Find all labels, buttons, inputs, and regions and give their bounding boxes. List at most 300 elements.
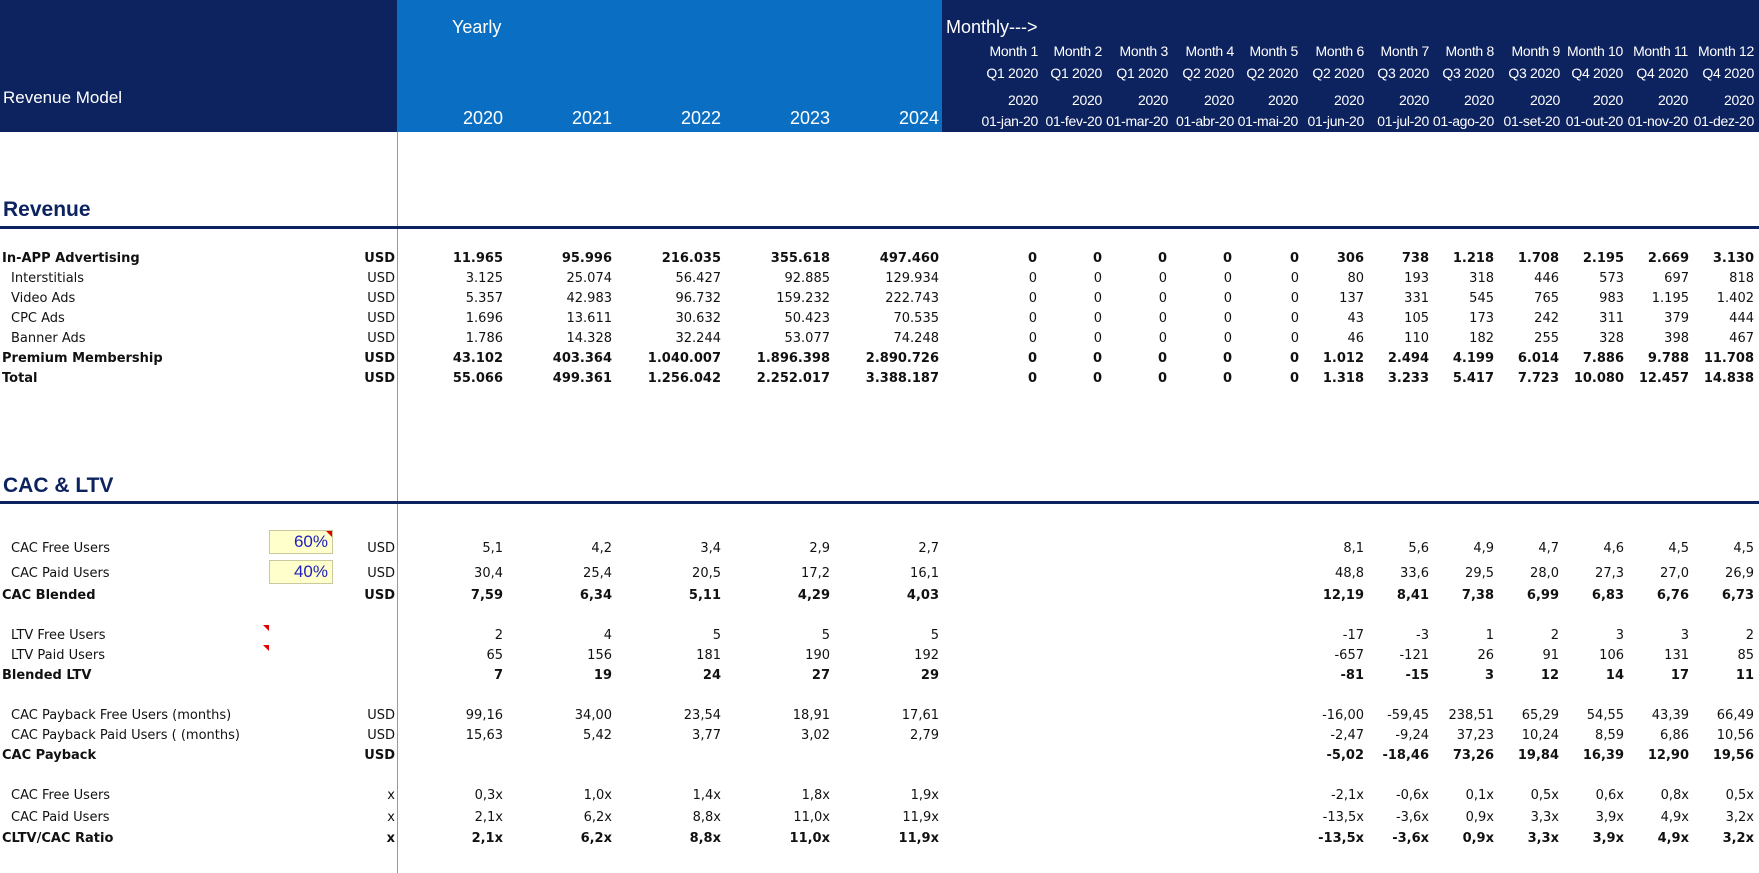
month-header-year: 2020 xyxy=(1530,92,1560,108)
monthly-value: 0 xyxy=(1223,271,1232,286)
monthly-value: 331 xyxy=(1404,291,1429,306)
monthly-value: 0 xyxy=(1223,291,1232,306)
monthly-value: 446 xyxy=(1534,271,1559,286)
row-label: CAC Free Users xyxy=(11,788,111,803)
month-header-date: 01-nov-20 xyxy=(1627,113,1688,129)
yearly-value: 1,9x xyxy=(910,788,939,803)
row-unit: USD xyxy=(367,566,395,581)
monthly-value: 0 xyxy=(1222,371,1232,386)
monthly-value: 0 xyxy=(1157,351,1167,366)
yearly-value: 70.535 xyxy=(893,311,939,326)
row-label: CAC Payback Paid Users ( (months) xyxy=(11,728,240,743)
monthly-value: 4.199 xyxy=(1452,351,1494,366)
monthly-value: -16,00 xyxy=(1322,708,1364,723)
monthly-value: 0 xyxy=(1289,251,1299,266)
monthly-value: 8,59 xyxy=(1595,728,1624,743)
mix-paid-value: 40% xyxy=(293,562,328,581)
monthly-value: 19,56 xyxy=(1712,748,1754,763)
yearly-value: 222.743 xyxy=(885,291,939,306)
yearly-value: 192 xyxy=(914,648,939,663)
monthly-value: 6,86 xyxy=(1660,728,1689,743)
month-header-year: 2020 xyxy=(1658,92,1688,108)
row-unit: x xyxy=(387,788,395,803)
yearly-value: 1.896.398 xyxy=(756,351,830,366)
monthly-value: 0 xyxy=(1289,351,1299,366)
yearly-value: 216.035 xyxy=(661,251,721,266)
monthly-value: 0 xyxy=(1093,331,1102,346)
row-label: Interstitials xyxy=(11,271,85,286)
monthly-value: 0 xyxy=(1028,271,1037,286)
monthly-value: 9.788 xyxy=(1647,351,1689,366)
yearly-value: 25.074 xyxy=(566,271,612,286)
yearly-value: 42.983 xyxy=(566,291,612,306)
yearly-value: 24 xyxy=(702,668,721,683)
month-header-month: Month 4 xyxy=(1185,43,1234,59)
yearly-value: 56.427 xyxy=(675,271,721,286)
yearly-value: 1,0x xyxy=(583,788,612,803)
monthly-value: 4,9 xyxy=(1473,541,1494,556)
monthly-value: 0 xyxy=(1223,311,1232,326)
monthly-value: 0,9x xyxy=(1465,810,1494,825)
month-header-month: Month 6 xyxy=(1315,43,1364,59)
monthly-value: 26 xyxy=(1477,648,1494,663)
month-header-date: 01-jun-20 xyxy=(1307,113,1364,129)
yearly-value: 16,1 xyxy=(910,566,939,581)
yearly-value: 55.066 xyxy=(452,371,503,386)
monthly-value: 182 xyxy=(1469,331,1494,346)
month-header-date: 01-out-20 xyxy=(1565,113,1623,129)
monthly-value: -13,5x xyxy=(1318,831,1364,846)
monthly-value: 242 xyxy=(1534,311,1559,326)
monthly-value: 0 xyxy=(1158,331,1167,346)
header-title-band xyxy=(0,0,397,132)
monthly-value: 12 xyxy=(1540,668,1559,683)
monthly-value: 1.195 xyxy=(1651,291,1689,306)
monthly-value: 0,1x xyxy=(1465,788,1494,803)
monthly-value: 14 xyxy=(1605,668,1624,683)
month-header-year: 2020 xyxy=(1334,92,1364,108)
yearly-value: 3,02 xyxy=(801,728,830,743)
monthly-value: 3,3x xyxy=(1530,810,1559,825)
yearly-value: 2 xyxy=(494,628,503,643)
monthly-value: -3,6x xyxy=(1392,831,1429,846)
monthly-value: 173 xyxy=(1469,311,1494,326)
section-title-revenue: Revenue xyxy=(3,198,91,221)
row-label: LTV Free Users xyxy=(11,628,106,643)
month-header-month: Month 9 xyxy=(1511,43,1560,59)
monthly-value: 0 xyxy=(1290,311,1299,326)
yearly-value: 20,5 xyxy=(692,566,721,581)
monthly-value: 28,0 xyxy=(1530,566,1559,581)
yearly-value: 8,8x xyxy=(689,831,721,846)
row-unit: USD xyxy=(364,351,395,366)
monthly-value: -9,24 xyxy=(1395,728,1429,743)
month-header-year: 2020 xyxy=(1072,92,1102,108)
mix-free-input[interactable] xyxy=(269,530,333,554)
yearly-value: 7,59 xyxy=(470,588,503,603)
monthly-value: 14.838 xyxy=(1703,371,1754,386)
monthly-value: 0 xyxy=(1157,251,1167,266)
monthly-value: 0 xyxy=(1093,311,1102,326)
yearly-value: 5 xyxy=(930,628,939,643)
yearly-value: 497.460 xyxy=(879,251,939,266)
yearly-value: 14.328 xyxy=(566,331,612,346)
yearly-value: 1.040.007 xyxy=(647,351,721,366)
yearly-value: 23,54 xyxy=(683,708,721,723)
row-unit: USD xyxy=(364,251,395,266)
yearly-value: 2.890.726 xyxy=(865,351,939,366)
monthly-value: 4,5 xyxy=(1733,541,1754,556)
yearly-value: 181 xyxy=(696,648,721,663)
yearly-value: 13.611 xyxy=(566,311,612,326)
monthly-value: -2,1x xyxy=(1330,788,1364,803)
monthly-value: 27,0 xyxy=(1660,566,1689,581)
monthly-value: 110 xyxy=(1404,331,1429,346)
monthly-value: 0 xyxy=(1093,271,1102,286)
monthly-label: Monthly---> xyxy=(946,17,1038,37)
monthly-value: 6,83 xyxy=(1591,588,1624,603)
monthly-value: 4,9x xyxy=(1657,831,1689,846)
row-label: CAC Payback xyxy=(2,748,97,763)
monthly-value: 0 xyxy=(1157,371,1167,386)
yearly-value: 403.364 xyxy=(552,351,612,366)
monthly-value: 3,2x xyxy=(1725,810,1754,825)
month-header-quarter: Q2 2020 xyxy=(1246,65,1298,81)
monthly-value: 0,9x xyxy=(1462,831,1494,846)
year-header: 2024 xyxy=(898,108,939,128)
month-header-year: 2020 xyxy=(1268,92,1298,108)
yearly-value: 11,0x xyxy=(793,810,830,825)
monthly-value: 573 xyxy=(1599,271,1624,286)
month-header-month: Month 8 xyxy=(1445,43,1494,59)
monthly-value: 0 xyxy=(1158,291,1167,306)
yearly-value: 3.125 xyxy=(465,271,503,286)
yearly-value: 355.618 xyxy=(770,251,830,266)
row-unit: x xyxy=(386,831,395,846)
monthly-value: 85 xyxy=(1737,648,1754,663)
monthly-value: 0 xyxy=(1223,331,1232,346)
month-header-date: 01-fev-20 xyxy=(1045,113,1102,129)
monthly-value: 765 xyxy=(1534,291,1559,306)
yearly-value: 1.696 xyxy=(465,311,503,326)
monthly-value: 54,55 xyxy=(1586,708,1624,723)
month-header-month: Month 11 xyxy=(1633,43,1688,59)
yearly-value: 92.885 xyxy=(784,271,830,286)
monthly-value: 1.402 xyxy=(1716,291,1754,306)
monthly-value: 5.417 xyxy=(1452,371,1494,386)
yearly-value: 34,00 xyxy=(574,708,612,723)
row-unit: USD xyxy=(364,588,395,603)
monthly-value: 3 xyxy=(1484,668,1494,683)
month-header-year: 2020 xyxy=(1399,92,1429,108)
yearly-value: 3,4 xyxy=(700,541,721,556)
row-unit: USD xyxy=(367,271,395,286)
monthly-value: 137 xyxy=(1339,291,1364,306)
row-label: Total xyxy=(2,371,38,386)
yearly-value: 6,34 xyxy=(579,588,612,603)
yearly-value: 3,77 xyxy=(692,728,721,743)
row-label: Premium Membership xyxy=(2,351,163,366)
yearly-value: 159.232 xyxy=(776,291,830,306)
monthly-value: 0 xyxy=(1028,311,1037,326)
monthly-value: 11 xyxy=(1735,668,1754,683)
year-header: 2023 xyxy=(789,108,830,128)
monthly-value: 43,39 xyxy=(1651,708,1689,723)
monthly-value: 7.886 xyxy=(1582,351,1624,366)
month-header-date: 01-jul-20 xyxy=(1377,113,1429,129)
month-header-year: 2020 xyxy=(1724,92,1754,108)
yearly-value: 8,8x xyxy=(692,810,721,825)
year-header: 2021 xyxy=(571,108,612,128)
row-label: CAC Payback Free Users (months) xyxy=(11,708,232,723)
month-header-quarter: Q1 2020 xyxy=(986,65,1038,81)
monthly-value: 0 xyxy=(1158,271,1167,286)
monthly-value: 818 xyxy=(1729,271,1754,286)
section-rule-revenue xyxy=(0,226,1759,229)
monthly-value: 43 xyxy=(1347,311,1364,326)
monthly-value: -3,6x xyxy=(1395,810,1429,825)
monthly-value: 2 xyxy=(1745,628,1754,643)
monthly-value: 106 xyxy=(1599,648,1624,663)
yearly-value: 1,4x xyxy=(692,788,721,803)
monthly-value: 238,51 xyxy=(1448,708,1494,723)
month-header-quarter: Q2 2020 xyxy=(1182,65,1234,81)
monthly-value: -18,46 xyxy=(1382,748,1429,763)
monthly-value: 398 xyxy=(1664,331,1689,346)
monthly-value: 12.457 xyxy=(1638,371,1689,386)
month-header-date: 01-jan-20 xyxy=(981,113,1038,129)
yearly-value: 2,9 xyxy=(809,541,830,556)
yearly-value: 50.423 xyxy=(784,311,830,326)
monthly-value: 91 xyxy=(1542,648,1559,663)
row-unit: USD xyxy=(364,748,395,763)
month-header-month: Month 1 xyxy=(989,43,1038,59)
yearly-value: 17,2 xyxy=(801,566,830,581)
month-header-year: 2020 xyxy=(1593,92,1623,108)
monthly-value: -81 xyxy=(1340,668,1364,683)
monthly-value: 8,1 xyxy=(1343,541,1364,556)
monthly-value: 0 xyxy=(1290,331,1299,346)
mix-paid-input[interactable] xyxy=(269,560,333,584)
monthly-value: 3.130 xyxy=(1712,251,1754,266)
yearly-value: 11,9x xyxy=(898,831,939,846)
month-header-year: 2020 xyxy=(1008,92,1038,108)
yearly-value: 53.077 xyxy=(784,331,830,346)
monthly-value: 48,8 xyxy=(1335,566,1364,581)
monthly-value: 1 xyxy=(1485,628,1494,643)
month-header-year: 2020 xyxy=(1464,92,1494,108)
yearly-value: 96.732 xyxy=(675,291,721,306)
yearly-value: 2,7 xyxy=(918,541,939,556)
row-unit: USD xyxy=(364,371,395,386)
yearly-value: 11,9x xyxy=(902,810,939,825)
row-unit: USD xyxy=(367,728,395,743)
month-header-quarter: Q3 2020 xyxy=(1442,65,1494,81)
monthly-value: 26,9 xyxy=(1725,566,1754,581)
month-header-quarter: Q3 2020 xyxy=(1377,65,1429,81)
yearly-value: 7 xyxy=(493,668,503,683)
monthly-value: 4,9x xyxy=(1660,810,1689,825)
monthly-value: 16,39 xyxy=(1582,748,1624,763)
month-header-quarter: Q3 2020 xyxy=(1508,65,1560,81)
yearly-value: 5 xyxy=(712,628,721,643)
monthly-value: 10.080 xyxy=(1573,371,1624,386)
yearly-value: 4,03 xyxy=(906,588,939,603)
monthly-value: 328 xyxy=(1599,331,1624,346)
month-header-quarter: Q4 2020 xyxy=(1636,65,1688,81)
month-header-month: Month 5 xyxy=(1249,43,1298,59)
monthly-value: 444 xyxy=(1729,311,1754,326)
monthly-value: 0 xyxy=(1290,291,1299,306)
row-label: In-APP Advertising xyxy=(2,251,140,266)
yearly-value: 156 xyxy=(587,648,612,663)
monthly-value: 318 xyxy=(1469,271,1494,286)
monthly-value: 0,5x xyxy=(1725,788,1754,803)
yearly-value: 1.786 xyxy=(465,331,503,346)
yearly-value: 27 xyxy=(811,668,830,683)
monthly-value: -17 xyxy=(1342,628,1364,643)
monthly-value: 4,5 xyxy=(1668,541,1689,556)
monthly-value: 2.494 xyxy=(1387,351,1429,366)
monthly-value: 33,6 xyxy=(1400,566,1429,581)
row-label: LTV Paid Users xyxy=(11,648,106,663)
monthly-value: 379 xyxy=(1664,311,1689,326)
yearly-value: 18,91 xyxy=(792,708,830,723)
monthly-value: 193 xyxy=(1404,271,1429,286)
monthly-value: 0,8x xyxy=(1660,788,1689,803)
yearly-label: Yearly xyxy=(452,17,502,37)
monthly-value: 19,84 xyxy=(1517,748,1559,763)
monthly-value: 697 xyxy=(1664,271,1689,286)
monthly-value: 7.723 xyxy=(1517,371,1559,386)
yearly-value: 5,11 xyxy=(688,588,721,603)
yearly-value: 1.256.042 xyxy=(647,371,721,386)
monthly-value: 0 xyxy=(1092,371,1102,386)
monthly-value: 37,23 xyxy=(1456,728,1494,743)
year-header: 2020 xyxy=(462,108,503,128)
comment-indicator-icon xyxy=(263,625,269,631)
monthly-value: -657 xyxy=(1334,648,1364,663)
monthly-value: 6,73 xyxy=(1721,588,1754,603)
yearly-value: 15,63 xyxy=(465,728,503,743)
yearly-value: 30,4 xyxy=(474,566,503,581)
row-unit: USD xyxy=(367,708,395,723)
monthly-value: 3,3x xyxy=(1527,831,1559,846)
monthly-value: 1.318 xyxy=(1322,371,1364,386)
month-header-month: Month 2 xyxy=(1053,43,1102,59)
row-label: CLTV/CAC Ratio xyxy=(2,831,114,846)
monthly-value: 73,26 xyxy=(1452,748,1494,763)
monthly-value: -5,02 xyxy=(1326,748,1364,763)
monthly-value: 4,7 xyxy=(1538,541,1559,556)
comment-indicator-icon xyxy=(263,645,269,651)
monthly-value: 105 xyxy=(1404,311,1429,326)
monthly-value: 545 xyxy=(1469,291,1494,306)
row-label: CPC Ads xyxy=(11,311,65,326)
yearly-value: 0,3x xyxy=(474,788,503,803)
month-header-month: Month 3 xyxy=(1119,43,1168,59)
month-header-quarter: Q4 2020 xyxy=(1571,65,1623,81)
yearly-value: 95.996 xyxy=(561,251,612,266)
section-title-cac-ltv: CAC & LTV xyxy=(3,474,114,497)
month-header-quarter: Q2 2020 xyxy=(1312,65,1364,81)
comment-indicator-icon xyxy=(326,531,332,537)
monthly-value: 255 xyxy=(1534,331,1559,346)
yearly-value: 30.632 xyxy=(675,311,721,326)
yearly-value: 2.252.017 xyxy=(756,371,830,386)
monthly-value: 131 xyxy=(1664,648,1689,663)
monthly-value: 65,29 xyxy=(1521,708,1559,723)
month-header-month: Month 10 xyxy=(1567,43,1623,59)
yearly-value: 2,1x xyxy=(474,810,503,825)
monthly-value: 12,19 xyxy=(1322,588,1364,603)
yearly-value: 499.361 xyxy=(552,371,612,386)
month-header-date: 01-set-20 xyxy=(1503,113,1560,129)
row-unit: USD xyxy=(367,311,395,326)
month-header-month: Month 12 xyxy=(1698,43,1754,59)
yearly-value: 19 xyxy=(593,668,612,683)
row-label: CAC Paid Users xyxy=(11,566,110,581)
yearly-value: 2,79 xyxy=(910,728,939,743)
monthly-value: -121 xyxy=(1399,648,1429,663)
row-unit: USD xyxy=(367,331,395,346)
monthly-value: 11.708 xyxy=(1703,351,1754,366)
monthly-value: 3 xyxy=(1680,628,1689,643)
monthly-value: 0,6x xyxy=(1595,788,1624,803)
monthly-value: 17 xyxy=(1670,668,1689,683)
monthly-value: -0,6x xyxy=(1395,788,1429,803)
monthly-value: 738 xyxy=(1401,251,1429,266)
yearly-value: 190 xyxy=(805,648,830,663)
month-header-date: 01-mai-20 xyxy=(1237,113,1298,129)
yearly-value: 5,1 xyxy=(482,541,503,556)
monthly-value: 0 xyxy=(1027,371,1037,386)
month-header-year: 2020 xyxy=(1204,92,1234,108)
month-header-month: Month 7 xyxy=(1380,43,1429,59)
monthly-value: 1.012 xyxy=(1322,351,1364,366)
monthly-value: 0 xyxy=(1027,251,1037,266)
monthly-value: 29,5 xyxy=(1465,566,1494,581)
monthly-value: 10,24 xyxy=(1521,728,1559,743)
month-header-quarter: Q1 2020 xyxy=(1050,65,1102,81)
yearly-value: 6,2x xyxy=(580,831,612,846)
yearly-value: 1,8x xyxy=(801,788,830,803)
yearly-value: 5 xyxy=(821,628,830,643)
row-unit: x xyxy=(387,810,395,825)
row-label: Blended LTV xyxy=(2,668,92,683)
yearly-value: 5,42 xyxy=(583,728,612,743)
monthly-value: 0 xyxy=(1027,351,1037,366)
yearly-value: 17,61 xyxy=(901,708,939,723)
month-header-date: 01-dez-20 xyxy=(1693,113,1754,129)
monthly-value: 66,49 xyxy=(1716,708,1754,723)
monthly-value: 46 xyxy=(1347,331,1364,346)
yearly-value: 25,4 xyxy=(583,566,612,581)
monthly-value: 306 xyxy=(1336,251,1364,266)
yearly-value: 43.102 xyxy=(452,351,503,366)
yearly-value: 6,2x xyxy=(583,810,612,825)
monthly-value: 7,38 xyxy=(1461,588,1494,603)
monthly-value: -15 xyxy=(1405,668,1429,683)
monthly-value: 311 xyxy=(1599,311,1624,326)
monthly-value: 3.233 xyxy=(1387,371,1429,386)
monthly-value: 0 xyxy=(1222,351,1232,366)
monthly-value: 1.218 xyxy=(1452,251,1494,266)
yearly-value: 4 xyxy=(603,628,612,643)
section-rule-cac-ltv xyxy=(0,501,1759,504)
monthly-value: 0 xyxy=(1093,291,1102,306)
sheet-title: Revenue Model xyxy=(3,88,123,107)
